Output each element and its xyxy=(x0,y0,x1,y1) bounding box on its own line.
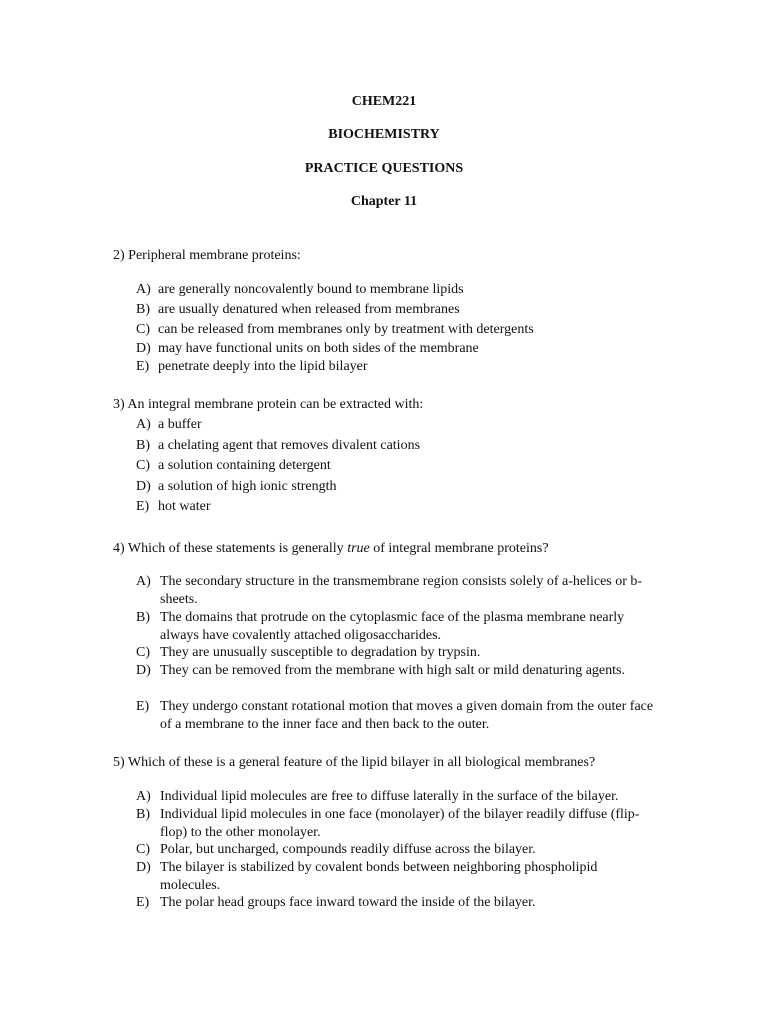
option-letter: A) xyxy=(136,417,151,432)
question-3-option-b xyxy=(136,437,656,455)
option-text: penetrate deeply into the lipid bilayer xyxy=(158,359,368,374)
option-text: The bilayer is stabilized by covalent bonds between neighboring phospholipid molecules. xyxy=(160,860,598,893)
question-5-option-a xyxy=(136,788,656,806)
option-letter: D) xyxy=(136,479,151,494)
option-text: They can be removed from the membrane with high salt or mild denaturing agents. xyxy=(160,663,625,678)
option-letter: A) xyxy=(136,574,151,589)
question-number: 2) xyxy=(113,248,125,263)
option-letter: A) xyxy=(136,282,151,297)
question-2-option-c xyxy=(136,321,656,339)
option-letter: D) xyxy=(136,341,151,356)
subject-title: BIOCHEMISTRY xyxy=(328,127,440,142)
option-letter: D) xyxy=(136,860,151,875)
option-text: They undergo constant rotational motion that moves a given domain from the outer face of a membrane to the inner face and then back to the outer. xyxy=(160,699,654,732)
question-3-option-a xyxy=(136,416,656,434)
option-letter: E) xyxy=(136,359,150,374)
option-text: may have functional units on both sides of the membrane xyxy=(158,341,479,356)
option-letter: E) xyxy=(136,499,150,514)
question-5-option-d xyxy=(136,859,656,895)
option-letter: C) xyxy=(136,458,150,473)
question-text: An integral membrane protein can be extracted with: xyxy=(127,397,424,412)
option-text: Individual lipid molecules are free to diffuse laterally in the surface of the bilayer. xyxy=(160,789,619,804)
question-3-option-d xyxy=(136,478,656,496)
option-text: a solution containing detergent xyxy=(158,458,331,473)
question-5-stem xyxy=(113,754,673,772)
question-4-option-e xyxy=(136,698,656,734)
option-letter: B) xyxy=(136,438,150,453)
question-5-option-c xyxy=(136,841,656,859)
option-letter: C) xyxy=(136,842,150,857)
option-text: The domains that protrude on the cytoplasmic face of the plasma membrane nearly always have covalently attached oligosaccharides. xyxy=(160,610,625,643)
option-letter: B) xyxy=(136,610,150,625)
question-2-option-b xyxy=(136,301,656,319)
question-emphasis: true xyxy=(347,541,370,556)
option-text: The secondary structure in the transmembrane region consists solely of a-helices or b-sheets. xyxy=(160,574,643,607)
question-number: 4) xyxy=(113,541,125,556)
question-5-option-e xyxy=(136,894,656,912)
option-text: The polar head groups face inward toward the inside of the bilayer. xyxy=(160,895,536,910)
option-letter: E) xyxy=(136,895,150,910)
question-3-option-c xyxy=(136,457,656,475)
option-letter: C) xyxy=(136,322,150,337)
option-letter: B) xyxy=(136,302,150,317)
question-2-stem xyxy=(113,247,673,265)
option-text: a chelating agent that removes divalent cations xyxy=(158,438,421,453)
question-2-option-d xyxy=(136,340,656,358)
option-letter: B) xyxy=(136,807,150,822)
option-text: a buffer xyxy=(158,417,202,432)
question-text: Peripheral membrane proteins: xyxy=(128,248,301,263)
question-4-option-b xyxy=(136,609,656,645)
question-3-option-e xyxy=(136,498,656,516)
option-text: hot water xyxy=(158,499,211,514)
option-text: Individual lipid molecules in one face (monolayer) of the bilayer readily diffuse (flip-flop) to the other monolayer. xyxy=(160,807,640,840)
question-2-option-a xyxy=(136,281,656,299)
option-letter: D) xyxy=(136,663,151,678)
question-number: 3) xyxy=(113,397,125,412)
option-text: They are unusually susceptible to degradation by trypsin. xyxy=(160,645,481,660)
question-text-end: of integral membrane proteins? xyxy=(373,541,549,556)
question-text: Which of these is a general feature of the lipid bilayer in all biological membranes? xyxy=(127,755,596,770)
document-title: PRACTICE QUESTIONS xyxy=(304,161,464,176)
question-4-option-d xyxy=(136,662,656,680)
question-4-option-a xyxy=(136,573,656,609)
chapter-title: Chapter 11 xyxy=(350,194,418,209)
option-text: are usually denatured when released from membranes xyxy=(158,302,460,317)
question-4-stem xyxy=(113,540,673,558)
option-letter: C) xyxy=(136,645,150,660)
question-number: 5) xyxy=(113,755,125,770)
question-2-option-e xyxy=(136,358,656,376)
course-code: CHEM221 xyxy=(351,94,417,109)
question-text: Which of these statements is generally xyxy=(127,541,344,556)
option-letter: E) xyxy=(136,699,150,714)
option-letter: A) xyxy=(136,789,151,804)
question-5-option-b xyxy=(136,806,656,842)
question-4-option-c xyxy=(136,644,656,662)
option-text: can be released from membranes only by treatment with detergents xyxy=(158,322,534,337)
option-text: Polar, but uncharged, compounds readily diffuse across the bilayer. xyxy=(160,842,536,857)
question-3-stem xyxy=(113,396,673,414)
option-text: a solution of high ionic strength xyxy=(158,479,337,494)
option-text: are generally noncovalently bound to membrane lipids xyxy=(158,282,464,297)
